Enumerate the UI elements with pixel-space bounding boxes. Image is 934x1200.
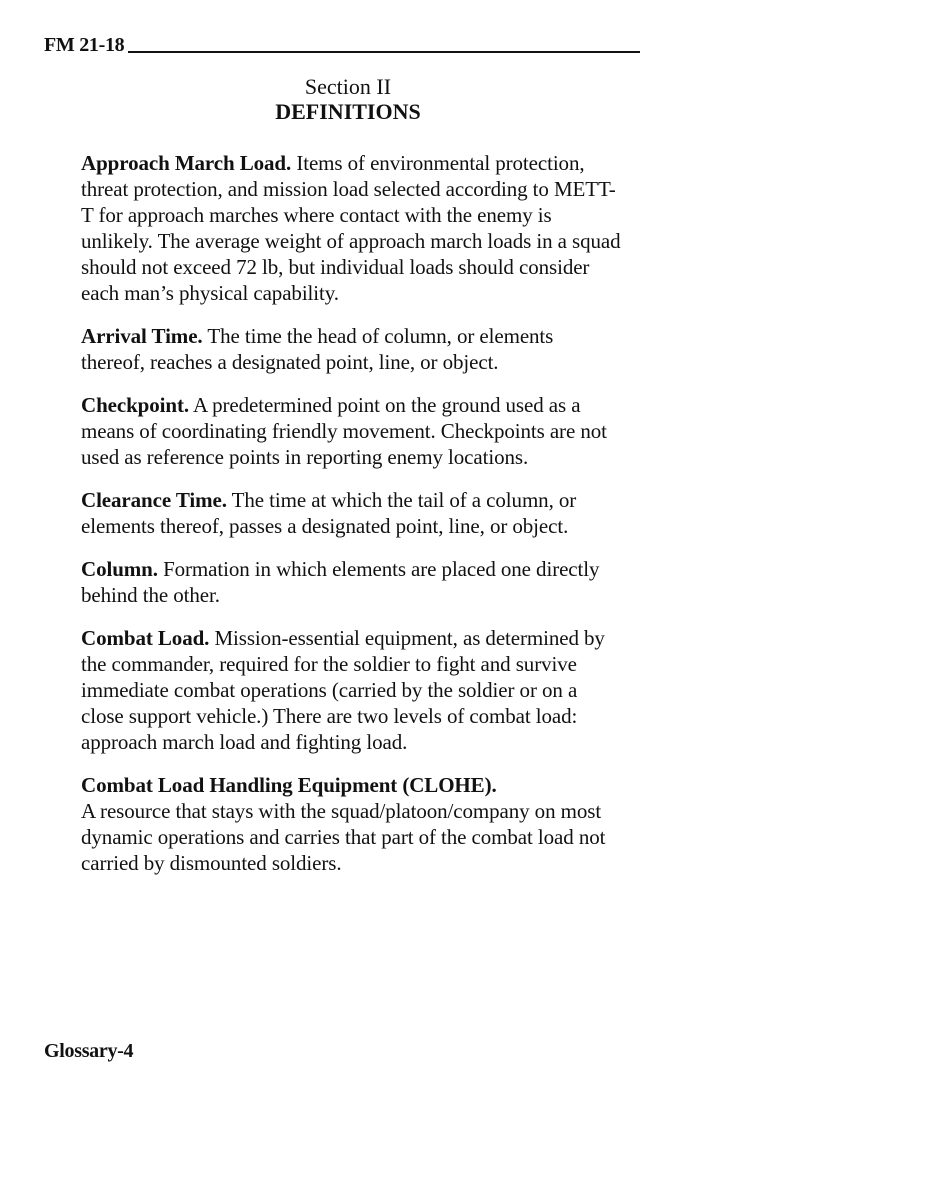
definition-checkpoint bbox=[81, 392, 621, 470]
definitions-list bbox=[81, 150, 621, 893]
document-number: FM 21-18 bbox=[44, 34, 125, 56]
section-title: DEFINITIONS bbox=[275, 99, 421, 124]
definition-combat-load-handling-equipment bbox=[81, 772, 621, 876]
definition-term: Approach March Load. bbox=[81, 151, 292, 175]
definition-text: A resource that stays with the squad/platoon/company on most dynamic operations and carries that part of the combat load not carried by dismounted soldiers. bbox=[81, 799, 606, 875]
definition-text: Formation in which elements are placed one directly behind the other. bbox=[81, 557, 600, 607]
definition-term: Column. bbox=[81, 557, 158, 581]
definition-term: Combat Load. bbox=[81, 626, 210, 650]
definition-term: Arrival Time. bbox=[81, 324, 203, 348]
definition-text: The time at which the tail of a column, or elements thereof, passes a designated point, line, or object. bbox=[81, 488, 577, 538]
running-header bbox=[44, 34, 640, 56]
definition-text: Mission-essential equipment, as determined by the commander, required for the soldier to fight and survive immediate combat operations (carried by the soldier or on a close support vehicle.) There are two levels of combat load: approach march load and fighting load. bbox=[81, 626, 605, 754]
definition-arrival-time bbox=[81, 323, 621, 375]
section-number: Section II bbox=[304, 74, 392, 99]
definition-term: Combat Load Handling Equipment (CLOHE). bbox=[81, 773, 497, 797]
definition-column bbox=[81, 556, 621, 608]
definition-term: Checkpoint. bbox=[81, 393, 190, 417]
definition-text: The time the head of column, or elements thereof, reaches a designated point, line, or object. bbox=[81, 324, 554, 374]
definition-term: Clearance Time. bbox=[81, 488, 227, 512]
definition-text: Items of environmental protection, threat protection, and mission load selected according to METT-T for approach marches where contact with the enemy is unlikely. The average weight of approach march loads in a squad should not exceed 72 lb, but individual loads should consider each man’s physical capability. bbox=[81, 151, 621, 305]
header-rule bbox=[128, 51, 640, 53]
page-footer-label: Glossary-4 bbox=[44, 1040, 134, 1062]
definition-text: A predetermined point on the ground used as a means of coordinating friendly movement. Checkpoints are not used as reference points in reporting enemy locations. bbox=[81, 393, 607, 469]
section-heading bbox=[200, 74, 496, 124]
definition-clearance-time bbox=[81, 487, 621, 539]
definition-approach-march-load bbox=[81, 150, 621, 306]
definition-combat-load bbox=[81, 625, 621, 755]
